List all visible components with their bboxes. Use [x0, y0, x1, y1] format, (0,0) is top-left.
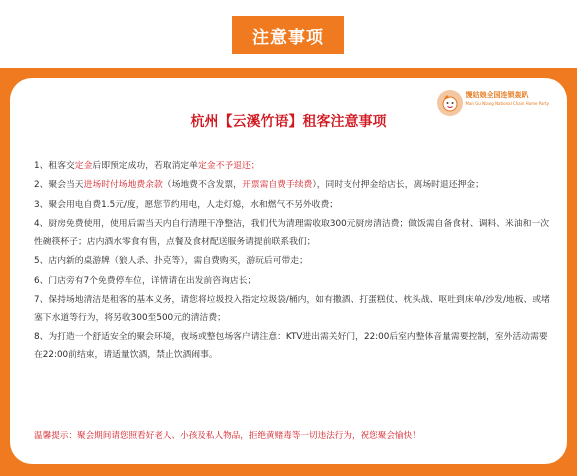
logo-subtitle: Man Gu Niang National Chain Home Party: [465, 101, 549, 106]
page-title: 杭州【云溪竹语】租客注意事项: [190, 114, 387, 130]
rule-highlight: 定金: [74, 161, 93, 171]
header-title: 注意事项: [232, 16, 344, 54]
rule-text: 后即预定成功，若取消定单: [92, 161, 198, 171]
rule-item: [34, 177, 552, 195]
rule-text: 4、厨房免费使用，使用后需当天内自行清理干净整洁，我们代为清理需收取300元厨房清洁费；做饭需自备食材、调料、米油和一次性碗筷杯子；店内酒水零食有售，点餐及食材配送服务请提前联系我们；: [34, 219, 550, 247]
rule-text: 2、聚会当天: [34, 180, 84, 191]
rule-text: ），同时支付押金给店长，离场时退还押金；: [312, 180, 484, 191]
rule-highlight: 定金不予退还；: [197, 161, 260, 171]
rules-list: [34, 158, 552, 366]
rule-item: [34, 273, 552, 291]
rule-item: [34, 158, 552, 176]
notice-card: [10, 78, 567, 464]
rule-text: 8、为打造一个舒适安全的聚会环境，夜场或整包场客户请注意：KTV进出需关好门，22:00后室内整体音量需要控制，室外活动需要在22:00前结束，请适量饮酒，禁止饮酒闹事。: [34, 331, 548, 360]
logo-name: 馒姑娘全国连锁轰趴: [465, 91, 529, 99]
rule-item: [34, 292, 552, 327]
rule-highlight: 开票需自费手续费: [241, 180, 313, 191]
rule-text: 3、聚会用电自费1.5元/度，愿您节约用电，人走灯熄，水和燃气不另外收费；: [34, 199, 339, 210]
rule-text: 1、租客交: [34, 161, 75, 171]
rule-item: [34, 216, 552, 251]
rule-highlight: 进场时付场地费余款: [83, 180, 163, 191]
warm-tip: 温馨提示：聚会期间请您照看好老人、小孩及私人物品，拒绝黄赌毒等一切违法行为，祝您聚会愉快！: [34, 431, 421, 441]
rule-text: （场地费不含发票，: [162, 180, 242, 191]
rule-item: [34, 197, 552, 215]
rule-item: [34, 253, 552, 271]
rule-text: 7、保持场地清洁是租客的基本义务，请您将垃圾投入指定垃圾袋/桶内，如有撒酒、打蛋糕仗、枕头战、呕吐到床单/沙发/地板、或堵塞下水道等行为，将另收300至500元的清洁费；: [34, 294, 550, 323]
rule-item: [34, 329, 552, 364]
rule-text: 6、门店旁有7个免费停车位，详情请在出发前咨询店长；: [34, 275, 257, 286]
rule-text: 5、店内新的桌游牌（狼人杀、扑克等），需自费购买，游玩后可带走；: [34, 256, 308, 267]
